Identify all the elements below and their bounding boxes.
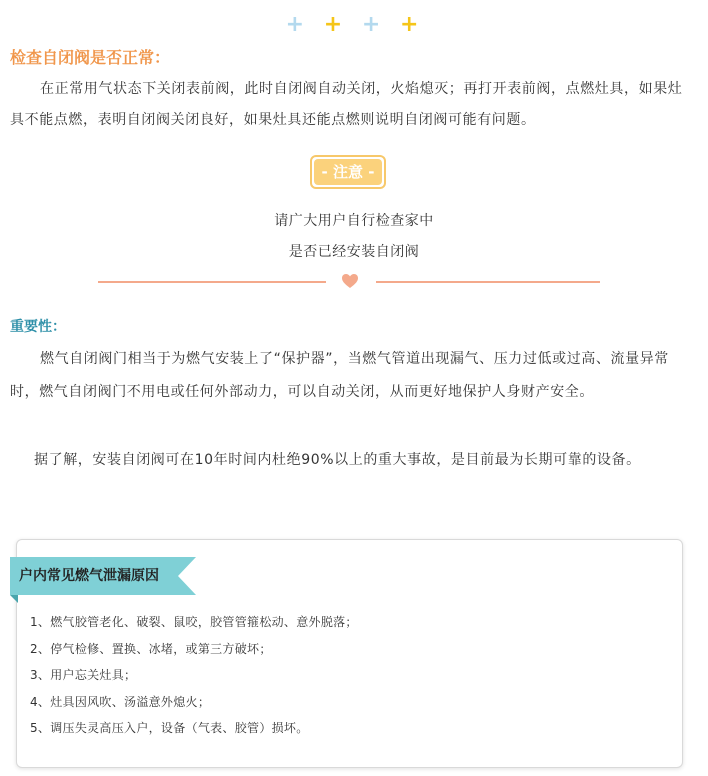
importance-paragraph-2: 据了解，安装自闭阀可在10年时间内杜绝90%以上的重大事故，是目前最为长期可靠的设备。: [34, 452, 641, 468]
divider-right: [376, 281, 600, 283]
ribbon-fold: [10, 595, 18, 603]
plus-sparkle-icon: +: [323, 12, 347, 37]
notice-badge-label: - 注意 -: [314, 159, 382, 185]
plus-sparkle-icon: +: [399, 12, 423, 37]
list-item: 2、停气检修、置换、冰堵，或第三方破坏；: [30, 641, 272, 656]
notice-badge: [310, 155, 386, 189]
notice-line-1: 请广大用户自行检查家中: [274, 213, 434, 229]
check-valve-paragraph: 在正常用气状态下关闭表前阀，此时自闭阀自动关闭，火焰熄灭；再打开表前阀，点燃灶具，如果灶具不能点燃，表明自闭阀关闭良好，如果灶具还能点燃则说明自闭阀可能有问题。: [10, 81, 683, 128]
check-valve-heading: 检查自闭阀是否正常：: [10, 48, 171, 67]
plus-sparkle-icon: +: [285, 12, 309, 37]
plus-sparkle-icon: +: [361, 12, 385, 37]
list-item: 4、灶具因风吹、汤溢意外熄火；: [30, 694, 211, 709]
divider-left: [98, 281, 326, 283]
leak-causes-list: [30, 609, 358, 742]
leak-causes-title: 户内常见燃气泄漏原因: [19, 568, 159, 584]
list-item: 5、调压失灵高压入户，设备（气表、胶管）损坏。: [30, 721, 309, 735]
importance-heading: 重要性：: [10, 319, 66, 335]
importance-paragraph-1: 燃气自闭阀门相当于为燃气安装上了“保护器”，当燃气管道出现漏气、压力过低或过高、流量异常时，燃气自闭阀门不用电或任何外部动力，可以自动关闭，从而更好地保护人身财产安全。: [10, 351, 669, 400]
list-item: 3、用户忘关灶具；: [30, 668, 137, 682]
list-item: 1、燃气胶管老化、破裂、鼠咬，胶管管箍松动、意外脱落；: [30, 615, 358, 629]
decorative-stars: [0, 12, 708, 38]
heart-icon: [340, 271, 360, 291]
notice-line-2: 是否已经安装自闭阀: [288, 244, 420, 260]
